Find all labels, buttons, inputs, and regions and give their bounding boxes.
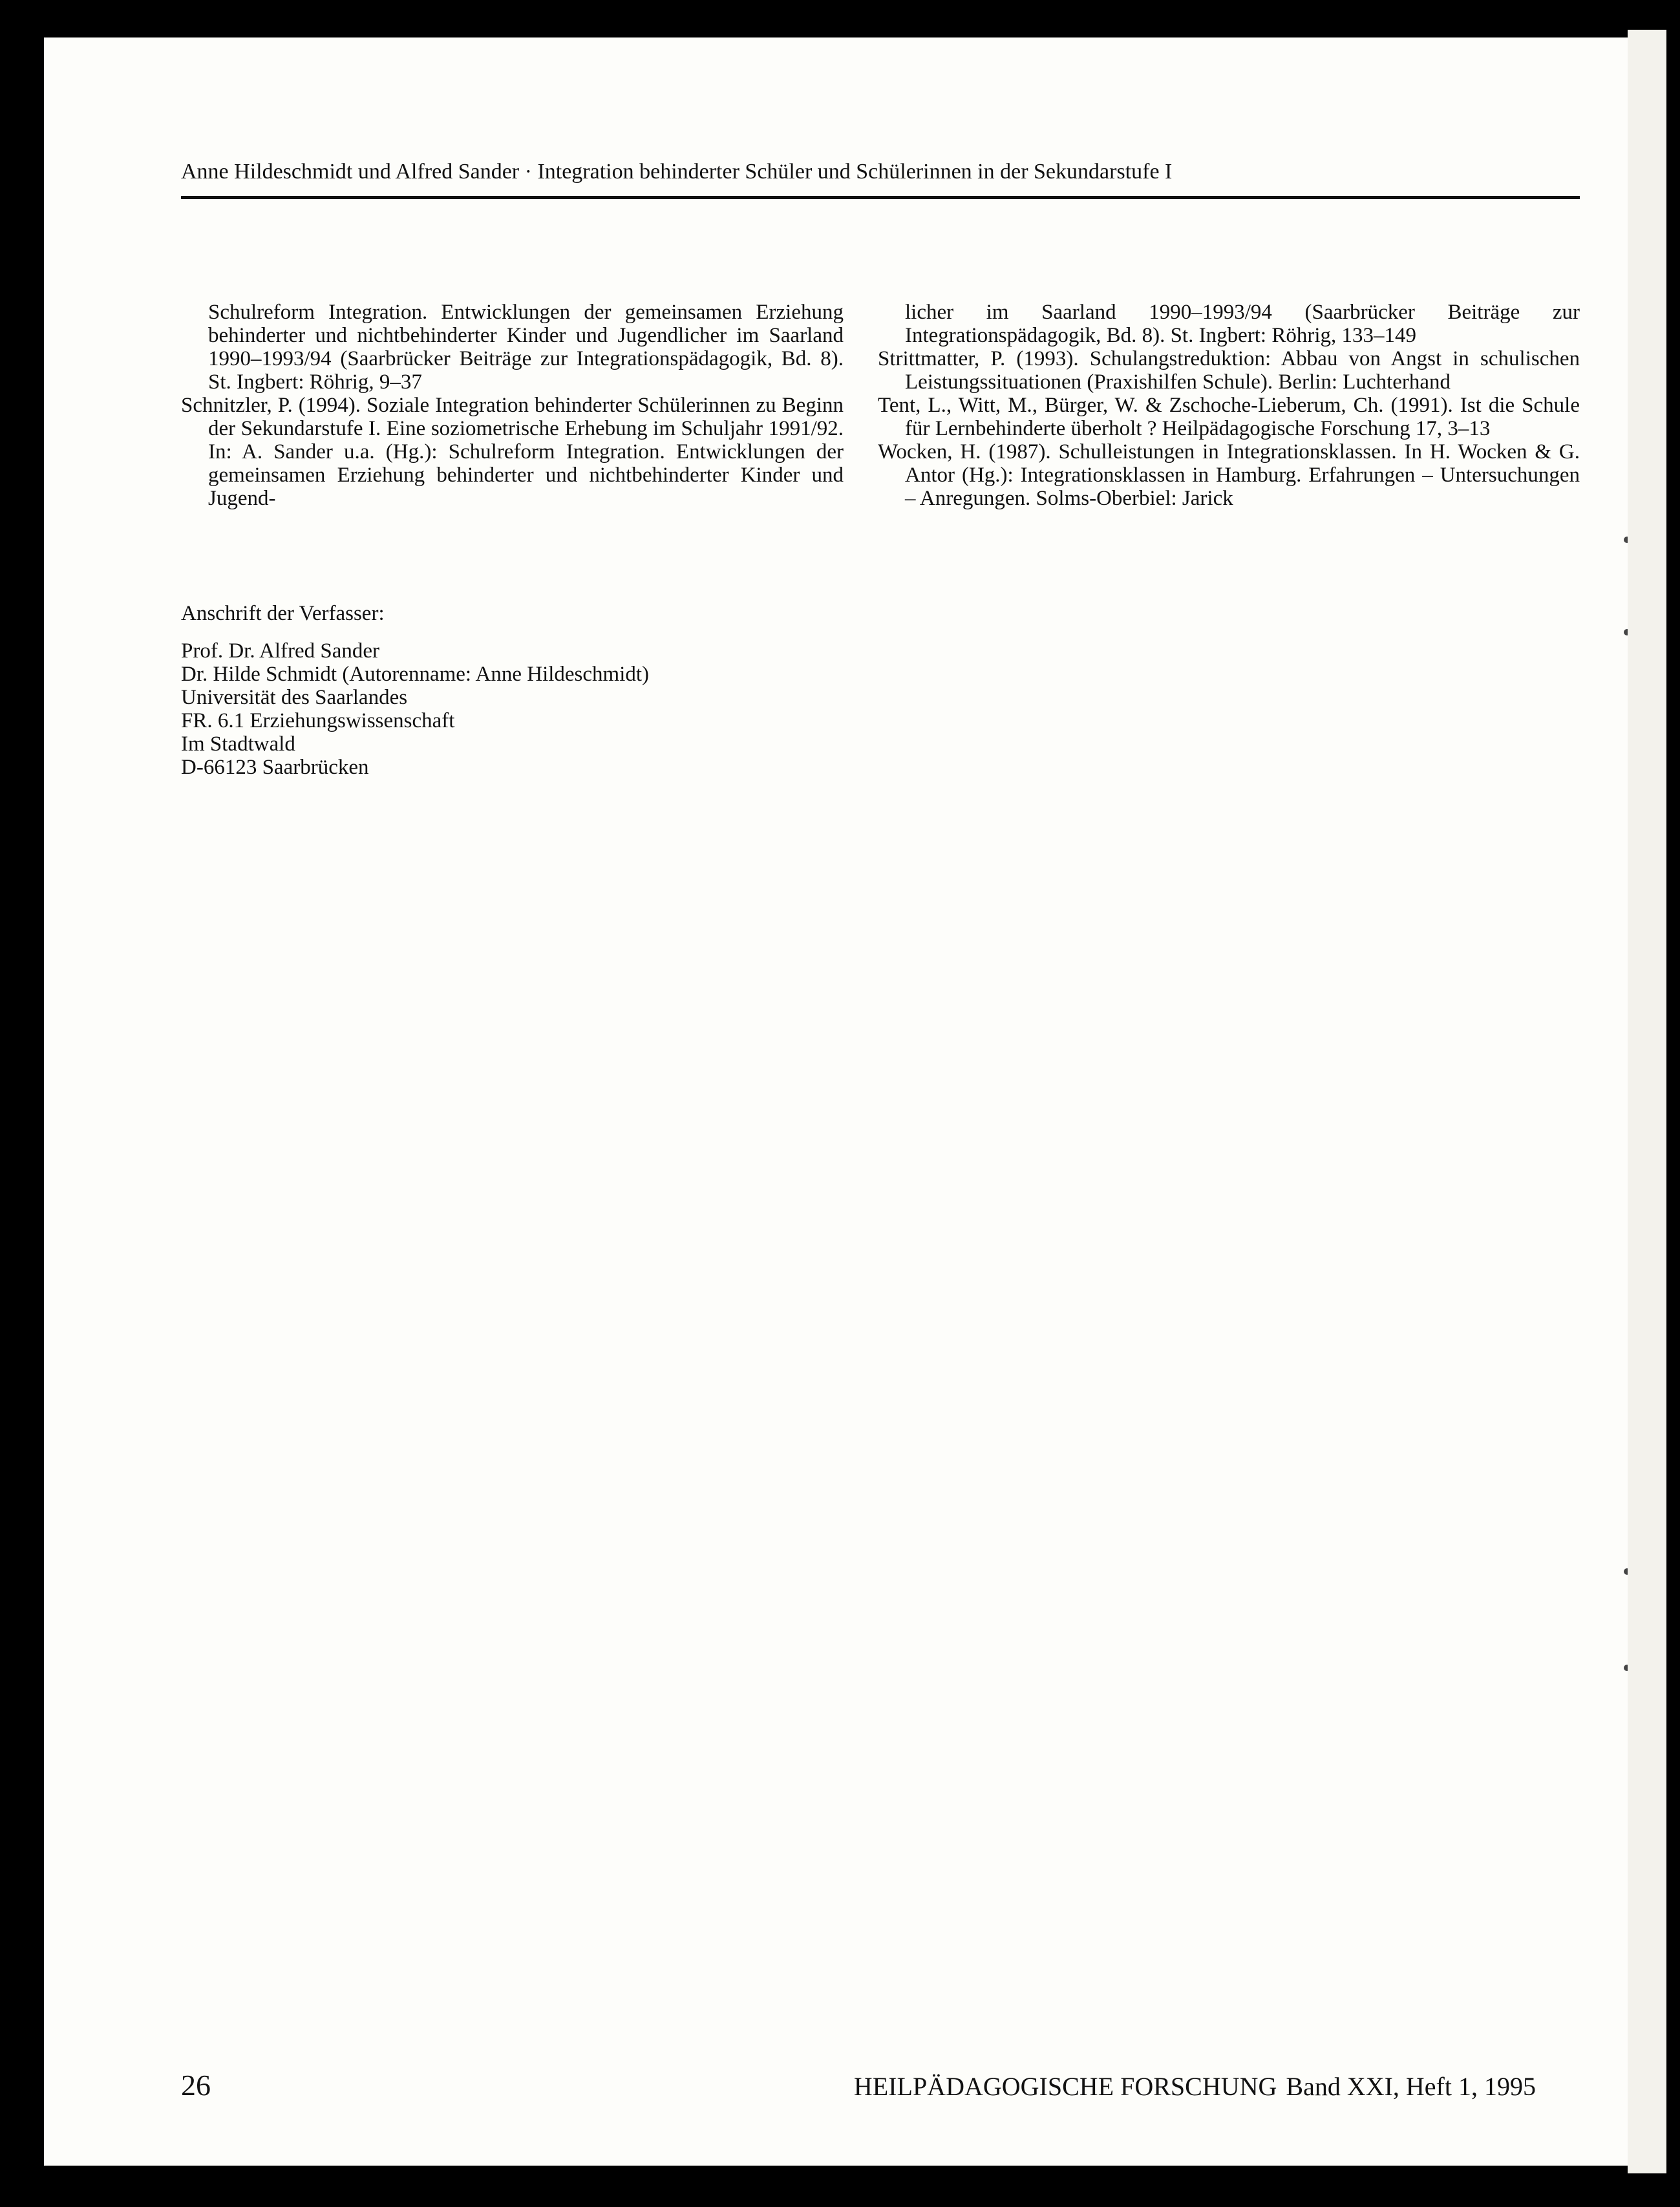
references-right-column	[878, 301, 1580, 510]
address-line: D-66123 Saarbrücken	[181, 756, 369, 779]
journal-issue: Band XXI, Heft 1, 1995	[1286, 2072, 1536, 2101]
reference-entry: Schnitzler, P. (1994). Soziale Integration behinderter Schülerinnen zu Beginn der Sekundarstufe I. Eine soziometrische Erhebung im Schuljahr 1991/92. In: A. Sander u.a. (Hg.): Schulreform Integration. Entwicklungen der gemeinsamen Erziehung behinderter und nichtbehinderter Kinder und Jugend-	[181, 394, 844, 510]
reference-entry: Schulreform Integration. Entwicklungen der gemeinsamen Erziehung behinderter und nichtbehinderter Kinder und Jugendlicher im Saarland 1990–1993/94 (Saarbrücker Beiträge zur Integrationspädagogik, Bd. 8). St. Ingbert: Röhrig, 9–37	[208, 301, 844, 394]
address-line: Universität des Saarlandes	[181, 686, 408, 709]
address-line: Im Stadtwald	[181, 732, 295, 756]
scan-border	[0, 2173, 1680, 2207]
adjacent-page-edge	[1628, 30, 1666, 2173]
address-label: Anschrift der Verfasser:	[181, 602, 385, 625]
address-line: FR. 6.1 Erziehungswissenschaft	[181, 709, 455, 732]
running-header: Anne Hildeschmidt und Alfred Sander · Integration behinderter Schüler und Schülerinnen in der Sekundarstufe I	[181, 160, 1173, 184]
page-number: 26	[181, 2069, 211, 2102]
header-rule	[181, 196, 1580, 199]
address-line: Prof. Dr. Alfred Sander	[181, 639, 380, 663]
reference-entry: Tent, L., Witt, M., Bürger, W. & Zschoche-Lieberum, Ch. (1991). Ist die Schule für Lernbehinderte überholt ? Heilpädagogische Forschung 17, 3–13	[878, 394, 1580, 440]
references-left-column	[181, 301, 844, 510]
reference-entry: Wocken, H. (1987). Schulleistungen in Integrationsklassen. In H. Wocken & G. Antor (Hg.): Integrationsklassen in Hamburg. Erfahrungen – Untersuchungen – Anregungen. Solms-Oberbiel: Jarick	[878, 440, 1580, 510]
page	[44, 37, 1628, 2166]
journal-footer	[845, 2071, 1536, 2102]
reference-entry: licher im Saarland 1990–1993/94 (Saarbrücker Beiträge zur Integrationspädagogik, Bd. 8). St. Ingbert: Röhrig, 133–149	[905, 301, 1580, 347]
address-line: Dr. Hilde Schmidt (Autorenname: Anne Hildeschmidt)	[181, 663, 650, 686]
author-address	[181, 639, 649, 779]
journal-title: HEILPÄDAGOGISCHE FORSCHUNG	[853, 2072, 1277, 2101]
reference-entry: Strittmatter, P. (1993). Schulangstreduktion: Abbau von Angst in schulischen Leistungssituationen (Praxishilfen Schule). Berlin: Luchterhand	[878, 347, 1580, 394]
